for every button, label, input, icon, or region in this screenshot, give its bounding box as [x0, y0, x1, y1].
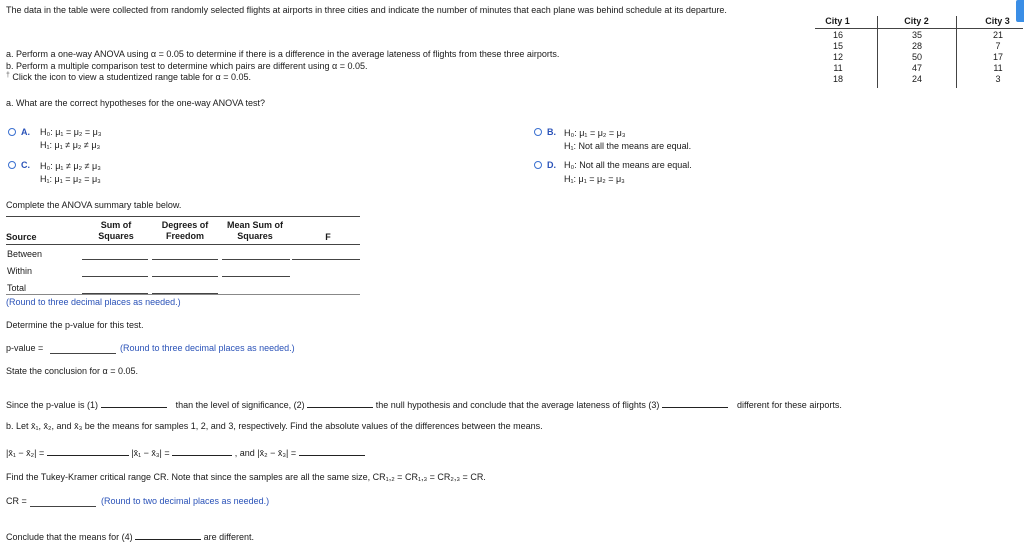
question-a: a. What are the correct hypotheses for the one-way ANOVA test? [6, 98, 265, 108]
row-within-label: Within [7, 266, 33, 276]
between-df-input[interactable] [152, 259, 218, 260]
tukey-prompt: Find the Tukey-Kramer critical range CR. Note that since the samples are all the same size, CR₁,₂ = CR₁,₃ = CR₂,₃ = CR. [6, 472, 486, 482]
d13-label: |x̄₁ − x̄₃| = [131, 448, 170, 458]
anova-round-note: (Round to three decimal places as needed.) [6, 297, 181, 307]
d13-input[interactable] [172, 446, 232, 456]
part-b-intro: b. Let x̄₁, x̄₂, and x̄₃ be the means for samples 1, 2, and 3, respectively. Find the absolute values of the differences between the means. [6, 421, 543, 431]
click-note-text: Click the icon to view a studentized range table for α = 0.05. [12, 72, 252, 82]
task-a-text: a. Perform a one-way ANOVA using α = 0.05 to determine if there is a difference in the average lateness of flights from these three airports. [6, 49, 560, 59]
within-df-input[interactable] [152, 276, 218, 277]
d23-label: |x̄₂ − x̄₃| = [257, 448, 297, 458]
conclusion-s4: different for these airports. [736, 400, 842, 410]
pvalue-prompt: Determine the p-value for this test. [6, 320, 144, 330]
conclusion-dropdown-2[interactable] [307, 398, 373, 408]
city-cell: 18 [832, 74, 843, 84]
option-a-h1: H₁: μ₁ ≠ μ₂ ≠ μ₃ [40, 140, 101, 150]
conclusion-prompt: State the conclusion for α = 0.05. [6, 366, 139, 376]
conclusion-s1: Since the p-value is (1) [6, 400, 99, 410]
cr-input[interactable] [30, 506, 96, 507]
city-cell: 11 [833, 63, 843, 73]
between-ss-input[interactable] [82, 259, 148, 260]
between-ms-input[interactable] [222, 259, 290, 260]
city-cell: 47 [911, 63, 922, 73]
option-c-label: C. [21, 160, 30, 170]
city-header-1: City 1 [825, 16, 850, 26]
pvalue-label: p-value = [6, 343, 44, 353]
city-cell: 11 [993, 63, 1003, 73]
and-text: , and [234, 448, 255, 458]
option-a-label: A. [21, 127, 30, 137]
within-ss-input[interactable] [82, 276, 148, 277]
col-source-header: Source [6, 232, 37, 242]
anova-prompt: Complete the ANOVA summary table below. [6, 200, 182, 210]
option-c-h1: H₁: μ₁ = μ₂ = μ₃ [40, 174, 101, 184]
intro-text: The data in the table were collected from randomly selected flights at airports in three cities and indicate the number of minutes that each plane was behind schedule at its departure. [6, 5, 727, 15]
conclusion-s2: than the level of significance, (2) [175, 400, 305, 410]
final-conclusion [6, 530, 254, 542]
option-d-h0: H₀: Not all the means are equal. [564, 160, 692, 170]
city-header-2: City 2 [904, 16, 929, 26]
final-text-2: are different. [203, 532, 254, 542]
city-cell: 17 [992, 52, 1003, 62]
table-link-row [6, 72, 251, 82]
city-cell: 3 [995, 74, 1001, 84]
differences-row [6, 446, 365, 458]
city-cell: 16 [832, 30, 843, 40]
city-cell: 12 [832, 52, 843, 62]
final-text-1: Conclude that the means for (4) [6, 532, 133, 542]
city-cell: 50 [911, 52, 922, 62]
col-ss-header: Sum of Squares [98, 220, 134, 241]
option-d-h1: H₁: μ₁ = μ₂ = μ₃ [564, 174, 625, 184]
d12-label: |x̄₁ − x̄₂| = [6, 448, 45, 458]
within-ms-input[interactable] [222, 276, 290, 277]
option-a-h0: H₀: μ₁ = μ₂ = μ₃ [40, 127, 102, 137]
pvalue-round-note: (Round to three decimal places as needed.) [120, 343, 295, 353]
option-b-h0: H₀: μ₁ = μ₂ = μ₃ [564, 128, 626, 138]
cr-round-note: (Round to two decimal places as needed.) [101, 496, 270, 506]
city-header-3: City 3 [985, 16, 1010, 26]
city-cell: 7 [995, 41, 1001, 51]
d12-input[interactable] [47, 446, 129, 456]
city-cell: 35 [911, 30, 922, 40]
option-d-label: D. [547, 160, 556, 170]
radio-d[interactable] [534, 161, 542, 169]
task-b-text: b. Perform a multiple comparison test to determine which pairs are different using α = 0.05. [6, 61, 368, 71]
col-ms-header: Mean Sum of Squares [226, 220, 283, 241]
city-cell: 15 [832, 41, 843, 51]
col-f-header: F [325, 232, 331, 242]
radio-c[interactable] [8, 161, 16, 169]
final-dropdown-4[interactable] [135, 530, 201, 540]
radio-b[interactable] [534, 128, 542, 136]
cr-label: CR = [6, 496, 27, 506]
d23-input[interactable] [299, 446, 365, 456]
conclusion-dropdown-1[interactable] [101, 398, 167, 408]
row-between-label: Between [7, 249, 43, 259]
conclusion-s3: the null hypothesis and conclude that the average lateness of flights (3) [375, 400, 660, 410]
col-df-header: Degrees of Freedom [161, 220, 209, 241]
radio-a[interactable] [8, 128, 16, 136]
conclusion-dropdown-3[interactable] [662, 398, 728, 408]
pvalue-input[interactable] [50, 353, 116, 354]
between-f-input[interactable] [292, 259, 360, 260]
city-cell: 24 [911, 74, 922, 84]
city-cell: 21 [992, 30, 1003, 40]
row-total-label: Total [7, 283, 27, 293]
option-b-label: B. [547, 127, 556, 137]
option-c-h0: H₀: μ₁ ≠ μ₂ ≠ μ₃ [40, 161, 101, 171]
option-b-h1: H₁: Not all the means are equal. [564, 141, 692, 151]
table-icon[interactable]: † [6, 72, 10, 79]
conclusion-sentence [6, 398, 842, 410]
city-cell: 28 [911, 41, 922, 51]
